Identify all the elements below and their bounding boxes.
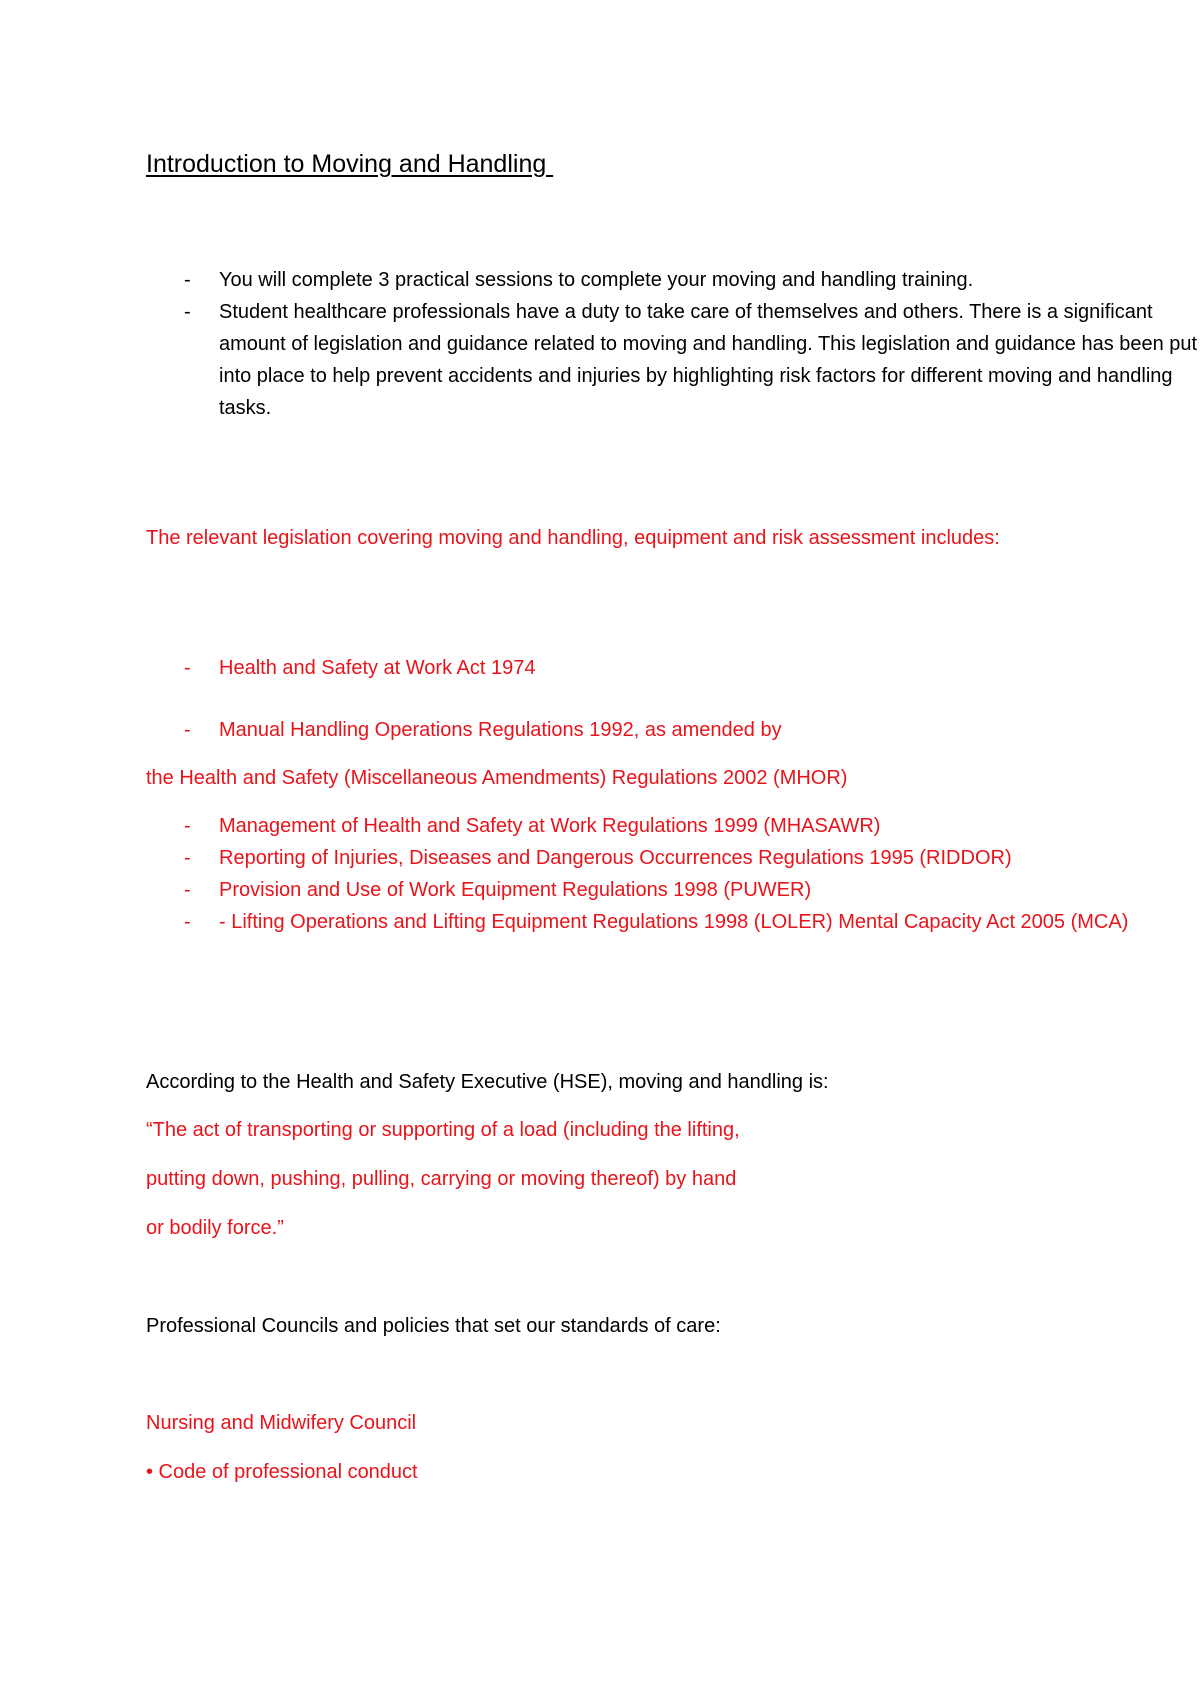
dash-bullet: - [184,269,191,291]
hse-quote-line-2: putting down, pushing, pulling, carrying or moving thereof) by hand [146,1168,737,1190]
list-item [146,874,1200,906]
hse-quote-line-3: or bodily force.” [146,1217,284,1239]
dash-bullet: - [184,815,191,837]
dash-bullet: - [184,879,191,901]
legislation-list-first [146,652,1200,684]
list-item [146,264,1200,296]
list-item [146,714,1200,746]
list-item-text: Provision and Use of Work Equipment Regulations 1998 (PUWER) [219,879,812,901]
list-item-text: You will complete 3 practical sessions to complete your moving and handling training. [219,269,974,291]
dash-bullet: - [184,847,191,869]
hse-quote-line-1: “The act of transporting or supporting of a load (including the lifting, [146,1119,740,1141]
councils-heading: Professional Councils and policies that set our standards of care: [146,1315,721,1337]
list-item-text: Student healthcare professionals have a duty to take care of themselves and others. There is a significant amount of legislation and guidance related to moving and handling. This legislation and guidance has been put into place to help prevent accidents and injuries by highlighting risk factors for different moving and handling tasks. [219,301,1198,419]
dash-bullet: - [184,719,191,741]
list-item [146,810,1200,842]
list-item-text: Reporting of Injuries, Diseases and Dangerous Occurrences Regulations 1995 (RIDDOR) [219,847,1012,869]
list-item-text: Manual Handling Operations Regulations 1992, as amended by [219,719,782,741]
list-item [146,906,1200,938]
dash-bullet: - [184,301,191,323]
list-item [146,842,1200,874]
dash-bullet: - [184,911,191,933]
legislation-list-rest [146,810,1200,938]
council-item: • Code of professional conduct [146,1461,418,1483]
page-title: Introduction to Moving and Handling [146,150,554,178]
legislation-continuation: the Health and Safety (Miscellaneous Amendments) Regulations 2002 (MHOR) [146,767,848,789]
hse-intro: According to the Health and Safety Executive (HSE), moving and handling is: [146,1071,829,1093]
list-item-text: - Lifting Operations and Lifting Equipment Regulations 1998 (LOLER) Mental Capacity Act 2005 (MCA) [219,911,1129,933]
list-item [146,652,1200,684]
legislation-heading: The relevant legislation covering moving and handling, equipment and risk assessment includes: [146,527,1000,549]
intro-bullet-list [146,264,1200,424]
legislation-list-second [146,714,1200,746]
list-item-text: Health and Safety at Work Act 1974 [219,657,536,679]
council-name: Nursing and Midwifery Council [146,1412,417,1434]
dash-bullet: - [184,657,191,679]
list-item [146,296,1200,424]
list-item-text: Management of Health and Safety at Work Regulations 1999 (MHASAWR) [219,815,881,837]
